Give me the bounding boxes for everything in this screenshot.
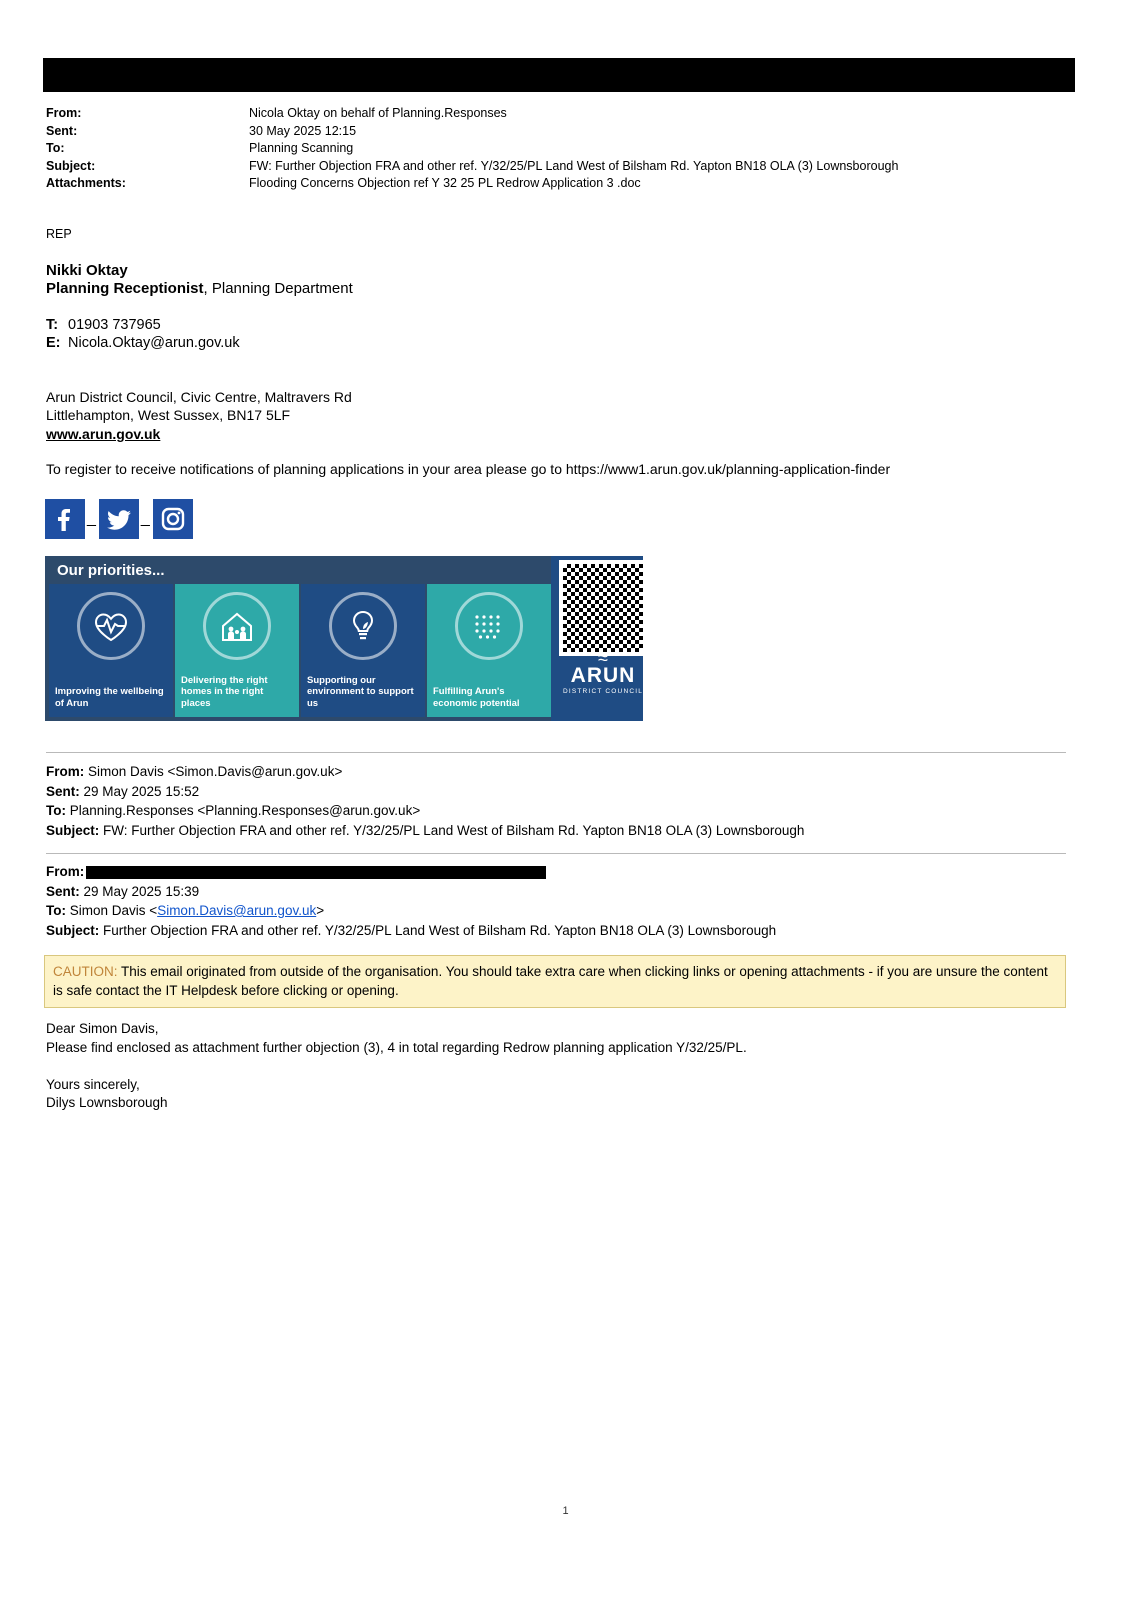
header-row-sent: [46, 123, 1066, 141]
fwd2-to-suffix: >: [316, 903, 325, 918]
fwd2-to-row: [46, 901, 776, 921]
priority-tile-caption: Improving the wellbeing of Arun: [55, 686, 164, 709]
fwd1-from-label: From:: [46, 764, 85, 779]
fwd2-subject-value: Further Objection FRA and other ref. Y/32/25/PL Land West of Bilsham Rd. Yapton BN18 OLA (3) Lownsborough: [103, 922, 777, 938]
phone-label: T:: [46, 317, 59, 333]
email-header-fields: [46, 105, 1066, 193]
fwd1-subject-label: Subject:: [46, 822, 100, 838]
header-row-from: [46, 105, 1066, 123]
divider-1: [46, 752, 1066, 753]
fwd1-sent-label: Sent:: [46, 783, 80, 799]
caution-label: CAUTION:: [53, 964, 118, 979]
logo-name: ARUN: [570, 664, 636, 687]
fwd1-subject-value: FW: Further Objection FRA and other ref. Y/32/25/PL Land West of Bilsham Rd. Yapton BN18 OLA (3) Lownsborough: [103, 822, 805, 838]
priority-tiles: [49, 584, 639, 717]
message-greeting: Dear Simon Davis,: [46, 1021, 159, 1036]
signature-address-line-2: Littlehampton, West Sussex, BN17 5LF: [46, 407, 291, 423]
priority-tile-homes: [175, 584, 299, 717]
fwd2-to-label: To:: [46, 903, 66, 918]
banner-title: Our priorities...: [57, 562, 165, 579]
network-grid-icon: [455, 592, 523, 660]
header-value-to: Planning Scanning: [249, 141, 354, 155]
redaction-bar-sender: [86, 866, 546, 879]
house-family-icon: [203, 592, 271, 660]
fwd1-sent-value: 29 May 2025 15:52: [83, 783, 200, 799]
message-signoff: Yours sincerely,: [46, 1077, 140, 1092]
logo-subtitle: DISTRICT COUNCIL: [562, 688, 643, 695]
fwd2-subject-row: [46, 921, 776, 941]
fwd1-to-label: To:: [46, 803, 66, 818]
fwd2-sent-row: [46, 882, 776, 902]
divider-2: [46, 853, 1066, 854]
page-number: 1: [562, 1505, 569, 1517]
signature-address-line-1: Arun District Council, Civic Centre, Maltravers Rd: [46, 389, 352, 405]
forwarded-header-2: [46, 862, 776, 940]
fwd2-from-row: [46, 862, 776, 882]
instagram-icon[interactable]: [153, 499, 193, 539]
priority-tile-caption: Fulfilling Arun's economic potential: [433, 686, 520, 709]
social-icon-row: [45, 499, 203, 539]
recipient-email-link[interactable]: Simon.Davis@arun.gov.uk: [157, 903, 317, 918]
priority-tile-economic: [427, 584, 551, 717]
header-label-from: From:: [46, 106, 82, 120]
priority-tile-wellbeing: [49, 584, 173, 717]
fwd2-sent-value: 29 May 2025 15:39: [83, 883, 200, 899]
header-label-subject: Subject:: [46, 158, 96, 173]
logo-wave-icon: ≈: [598, 648, 608, 668]
signature-name: Nikki Oktay: [46, 262, 128, 279]
header-row-to: [46, 140, 1066, 158]
header-row-subject: [46, 158, 1066, 176]
lightbulb-leaf-icon: [329, 592, 397, 660]
priority-tile-caption: Supporting our environment to support us: [307, 674, 414, 709]
phone-value: 01903 737965: [68, 317, 161, 333]
header-value-subject: FW: Further Objection FRA and other ref. Y/32/25/PL Land West of Bilsham Rd. Yapton BN18 OLA (3) Lownsborough: [249, 158, 899, 173]
fwd1-sent-row: [46, 782, 804, 802]
signature-email: [46, 335, 240, 351]
redaction-bar-top: [43, 58, 1075, 92]
arun-district-council-logo: [557, 648, 643, 695]
priority-tile-environment: [301, 584, 425, 717]
forwarded-header-1: [46, 762, 804, 840]
fwd2-from-label: From:: [46, 864, 85, 879]
registration-note: To register to receive notifications of planning applications in your area please go to https://www1.arun.gov.uk/planning-application-finder: [46, 461, 891, 477]
external-email-caution-banner: [44, 955, 1066, 1008]
fwd1-from-value: Simon Davis <Simon.Davis@arun.gov.uk>: [88, 764, 343, 779]
fwd1-to-value: Planning.Responses <Planning.Responses@arun.gov.uk>: [69, 803, 421, 818]
caution-text: This email originated from outside of the organisation. You should take extra care when clicking links or opening attachments - if you are unsure the content is safe contact the IT Helpdesk before clicking or opening.: [53, 964, 1048, 998]
signature-role: [46, 280, 353, 297]
signature-website-link[interactable]: www.arun.gov.uk: [46, 426, 161, 442]
separator-underscore-1: _: [87, 510, 96, 527]
signature-role-title: Planning Receptionist: [46, 280, 204, 297]
priorities-banner: [45, 556, 643, 721]
priority-tile-caption: Delivering the right homes in the right places: [181, 674, 268, 709]
separator-underscore-2: _: [140, 510, 150, 527]
fwd2-to-prefix: Simon Davis <: [69, 903, 158, 918]
header-value-sent: 30 May 2025 12:15: [249, 123, 357, 138]
header-label-to: To:: [46, 141, 65, 155]
fwd1-to-row: [46, 801, 804, 821]
message-sender-name: Dilys Lownsborough: [46, 1095, 168, 1110]
header-label-sent: Sent:: [46, 123, 78, 138]
fwd2-sent-label: Sent:: [46, 883, 80, 899]
attachment-file-name[interactable]: Flooding Concerns Objection ref Y 32 25 PL Redrow Application 3 .doc: [249, 176, 641, 190]
header-row-attachments: [46, 175, 1066, 193]
heartbeat-icon: [77, 592, 145, 660]
header-value-from: Nicola Oktay on behalf of Planning.Responses: [249, 106, 507, 120]
qr-code-icon[interactable]: [559, 560, 643, 656]
message-line-1: Please find enclosed as attachment further objection (3), 4 in total regarding Redrow planning application Y/32/25/PL.: [46, 1040, 747, 1055]
twitter-icon[interactable]: [99, 499, 139, 539]
fwd2-subject-label: Subject:: [46, 922, 100, 938]
signature-role-department: , Planning Department: [203, 280, 353, 297]
fwd1-subject-row: [46, 821, 804, 841]
fwd1-from-row: [46, 762, 804, 782]
email-value[interactable]: Nicola.Oktay@arun.gov.uk: [68, 335, 240, 351]
facebook-icon[interactable]: [45, 499, 85, 539]
signature-phone: [46, 317, 161, 333]
header-label-attachments: Attachments:: [46, 176, 126, 190]
email-label: E:: [46, 335, 61, 351]
rep-marker: REP: [46, 227, 72, 241]
